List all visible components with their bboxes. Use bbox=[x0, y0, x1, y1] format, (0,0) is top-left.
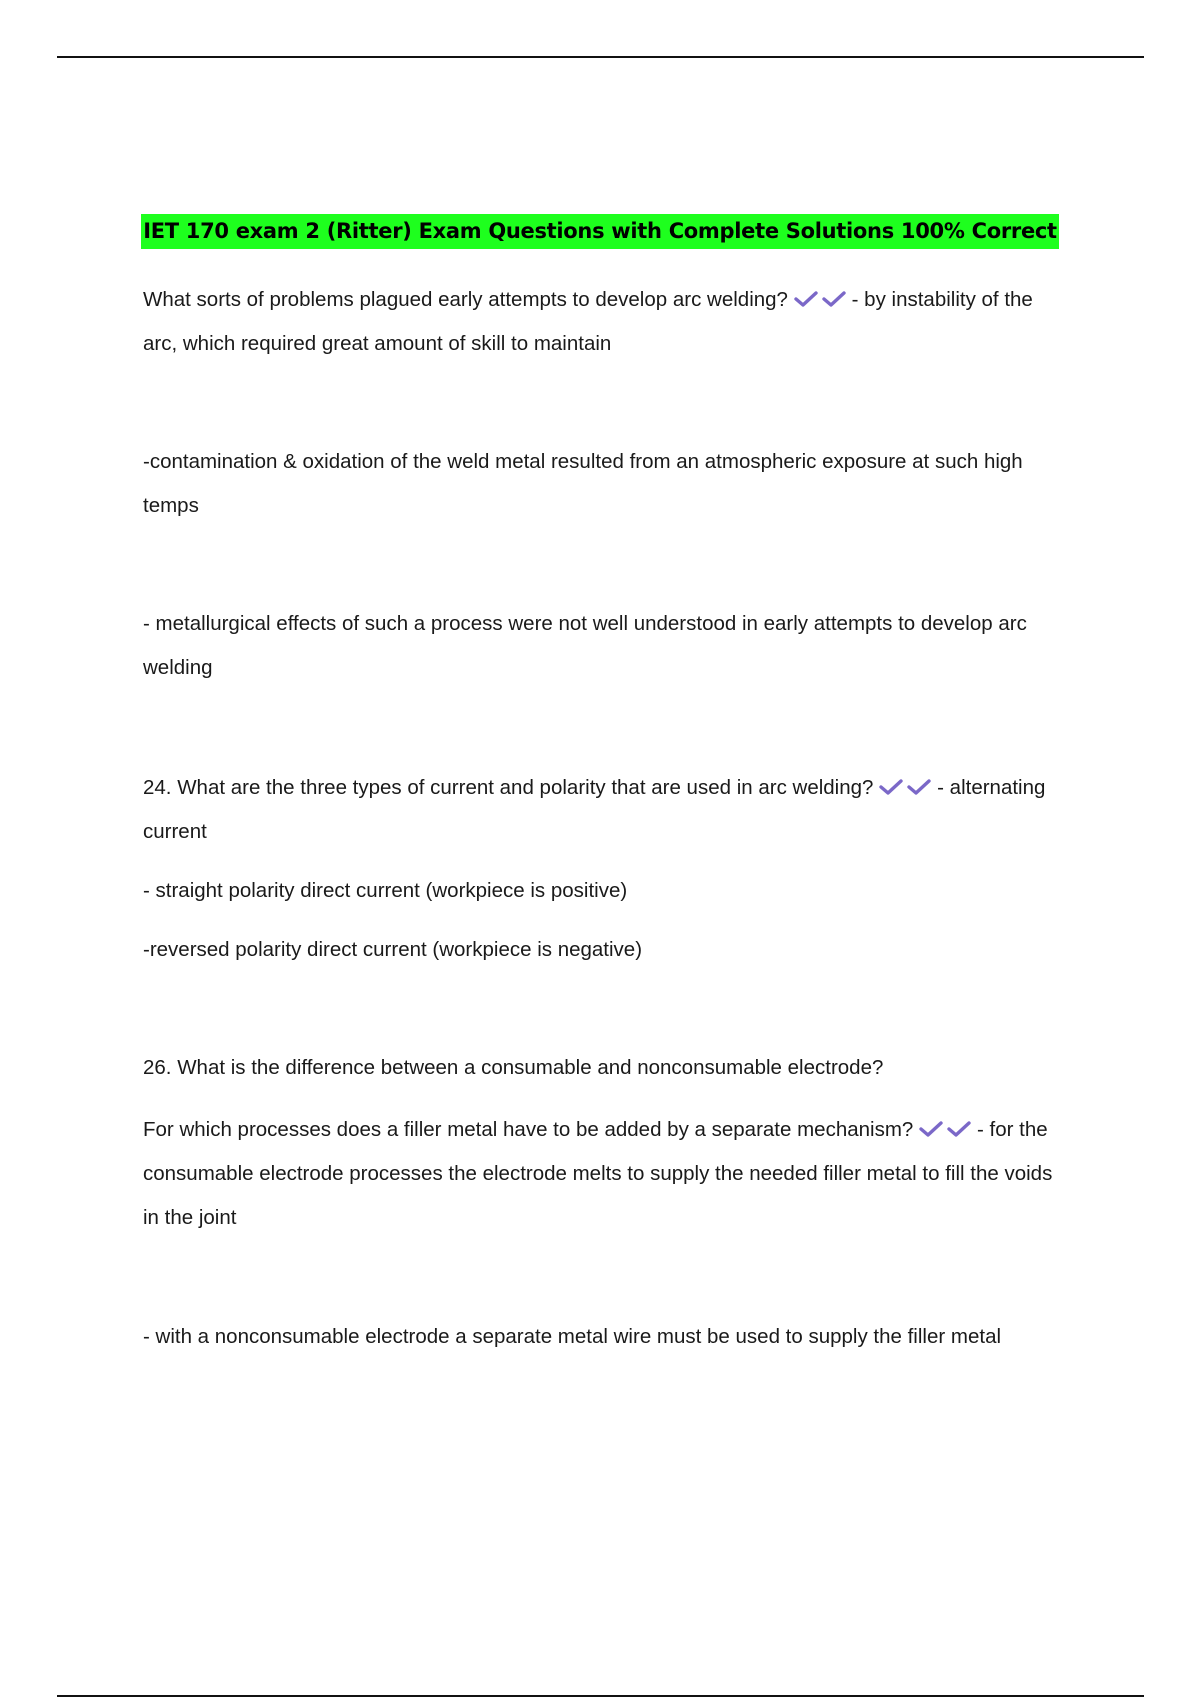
q24-answer-start: - alternating current bbox=[143, 776, 1046, 843]
check-icon bbox=[907, 778, 931, 796]
bottom-rule bbox=[57, 1695, 1144, 1697]
q1-answer-start: - by instability of the arc, which required great amount of skill to maintain bbox=[143, 288, 1033, 355]
check-icon bbox=[919, 1120, 943, 1138]
document-title: IET 170 exam 2 (Ritter) Exam Questions with Complete Solutions 100% Correct bbox=[141, 214, 1059, 249]
check-icon bbox=[822, 290, 846, 308]
top-rule bbox=[57, 56, 1144, 58]
q24-answer-3: -reversed polarity direct current (workpiece is negative) bbox=[143, 938, 643, 961]
check-icon bbox=[794, 290, 818, 308]
q26-answer-start: - for the consumable electrode processes the electrode melts to supply the needed filler metal to fill the voids in the joint bbox=[143, 1118, 1053, 1229]
check-icon bbox=[879, 778, 903, 796]
q26-question-line1: 26. What is the difference between a consumable and nonconsumable electrode? bbox=[143, 1056, 884, 1079]
q26-answer-2: - with a nonconsumable electrode a separate metal wire must be used to supply the filler metal bbox=[143, 1325, 1002, 1348]
q1-answer-2: -contamination & oxidation of the weld metal resulted from an atmospheric exposure at such high temps bbox=[143, 450, 1023, 517]
q1-answer-3: - metallurgical effects of such a process were not well understood in early attempts to develop arc welding bbox=[143, 612, 1027, 679]
q26-paragraph bbox=[143, 1108, 1063, 1240]
q24-answer-2: - straight polarity direct current (workpiece is positive) bbox=[143, 879, 628, 902]
q1-question: What sorts of problems plagued early attempts to develop arc welding? bbox=[143, 288, 788, 311]
q24-question: 24. What are the three types of current and polarity that are used in arc welding? bbox=[143, 776, 874, 799]
title-wrap bbox=[0, 214, 1200, 249]
q1-paragraph bbox=[143, 278, 1063, 366]
q26-question-line2: For which processes does a filler metal have to be added by a separate mechanism? bbox=[143, 1118, 914, 1141]
q24-paragraph bbox=[143, 766, 1063, 854]
check-icon bbox=[947, 1120, 971, 1138]
